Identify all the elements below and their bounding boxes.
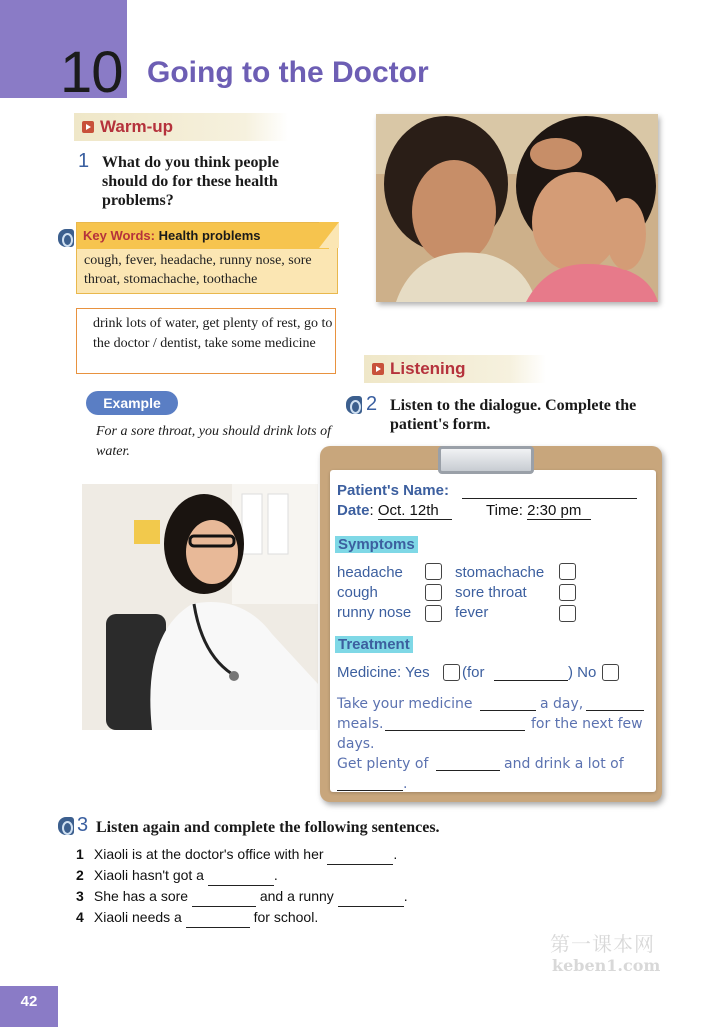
symptoms-left <box>337 563 411 623</box>
treatment-label: Treatment <box>335 636 413 654</box>
runny-nose-checkbox[interactable] <box>425 605 442 622</box>
question-3-number: 3 <box>77 814 89 836</box>
example-text: For a sore throat, you should drink lots of water. <box>96 424 332 459</box>
audio-cd-icon[interactable] <box>58 817 74 835</box>
date-value: Oct. 12th <box>378 502 452 520</box>
medicine-for-blank[interactable] <box>494 680 568 681</box>
headache-checkbox[interactable] <box>425 563 442 580</box>
fever-checkbox[interactable] <box>559 605 576 622</box>
key-words-notch <box>319 222 339 248</box>
symptom-stomachache: stomachache <box>455 564 545 581</box>
symptoms-label: Symptoms <box>335 536 418 554</box>
medicine-label: Medicine: Yes <box>337 664 430 681</box>
photo-doctor-illustration <box>82 484 318 730</box>
plenty-of-blank[interactable] <box>436 770 500 771</box>
answer-blank[interactable] <box>192 886 256 907</box>
duration-blank[interactable] <box>385 730 525 731</box>
answer-blank[interactable] <box>186 907 250 928</box>
list-item: 3 She has a sore and a runny . <box>76 886 496 907</box>
hand-line1-a: Take your medicine <box>337 696 473 712</box>
key-words-label: Key Words: <box>83 228 155 243</box>
question-1-number: 1 <box>78 150 90 172</box>
time-label: Time: <box>486 502 523 519</box>
photo-doctor <box>82 484 318 730</box>
medicine-for: (for <box>462 664 485 681</box>
hand-line4-b: and drink a lot of <box>504 756 624 772</box>
key-words-box <box>76 222 338 294</box>
medicine-row <box>337 664 430 681</box>
date-row: Date: Oct. 12th <box>337 502 452 520</box>
hand-line3: days. <box>337 736 375 752</box>
patient-name-blank[interactable] <box>462 498 637 499</box>
symptoms-right <box>455 563 544 623</box>
question-2-number: 2 <box>366 393 378 415</box>
patient-name-label: Patient's Name: <box>337 482 449 499</box>
meal-timing-blank[interactable] <box>586 710 644 711</box>
list-item: 1 Xiaoli is at the doctor's office with her . <box>76 844 496 865</box>
stomachache-checkbox[interactable] <box>559 563 576 580</box>
symptom-runny-nose: runny nose <box>337 604 412 621</box>
hand-line2-a: meals. <box>337 716 384 732</box>
play-icon <box>372 363 384 375</box>
time-row <box>486 502 591 520</box>
exercise-3-list <box>76 844 496 928</box>
medicine-no: ) No <box>568 664 597 681</box>
drink-blank[interactable] <box>337 790 403 791</box>
symptom-fever: fever <box>455 604 489 621</box>
key-words-header <box>77 223 329 249</box>
answer-blank[interactable] <box>338 886 404 907</box>
photo-mother-daughter-illustration <box>376 114 658 302</box>
hand-line5-period: . <box>403 776 408 792</box>
example-label: Example <box>86 391 178 415</box>
cough-checkbox[interactable] <box>425 584 442 601</box>
answer-blank[interactable] <box>327 844 393 865</box>
question-3-text: Listen again and complete the following sentences. <box>96 819 440 836</box>
symptom-headache: headache <box>337 564 403 581</box>
list-item: 4 Xiaoli needs a for school. <box>76 907 496 928</box>
medicine-no-checkbox[interactable] <box>602 664 619 681</box>
listening-header-label: Listening <box>390 359 466 378</box>
hand-line2-b: for the next few <box>531 716 643 732</box>
times-a-day-blank[interactable] <box>480 710 536 711</box>
sore-throat-checkbox[interactable] <box>559 584 576 601</box>
watermark-line1: 第一课本网 <box>550 932 655 956</box>
audio-cd-icon[interactable] <box>58 229 74 247</box>
question-2-text: Listen to the dialogue. Complete the patient's form. <box>390 397 637 433</box>
hand-line1-b: a day, <box>540 696 584 712</box>
warmup-header <box>74 113 288 141</box>
unit-number: 10 <box>60 40 123 105</box>
question-1-text: What do you think people should do for these health problems? <box>102 154 279 209</box>
advice-box: drink lots of water, get plenty of rest, go to the doctor / dentist, take some medicine <box>76 308 336 374</box>
answer-blank[interactable] <box>208 865 274 886</box>
symptom-cough: cough <box>337 584 378 601</box>
page-number: 42 <box>0 986 58 1027</box>
key-words-topic: Health problems <box>158 228 261 243</box>
medicine-yes-checkbox[interactable] <box>443 664 460 681</box>
warmup-header-label: Warm-up <box>100 117 174 136</box>
time-value: 2:30 pm <box>527 502 591 520</box>
clipboard-clip <box>438 446 534 474</box>
date-label: Date <box>337 502 370 519</box>
play-icon <box>82 121 94 133</box>
key-words-text: cough, fever, headache, runny nose, sore throat, stomachache, toothache <box>84 253 312 287</box>
listening-header <box>364 355 546 383</box>
watermark-line2: keben1.com <box>552 956 661 975</box>
photo-mother-daughter <box>376 114 658 302</box>
list-item: 2 Xiaoli hasn't got a . <box>76 865 496 886</box>
audio-cd-icon[interactable] <box>346 396 362 414</box>
symptom-sore-throat: sore throat <box>455 584 527 601</box>
hand-line4-a: Get plenty of <box>337 756 429 772</box>
page-title: Going to the Doctor <box>147 56 429 89</box>
